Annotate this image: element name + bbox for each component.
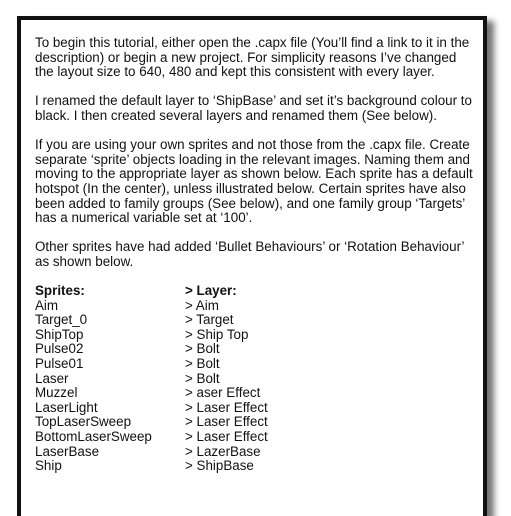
sprite-name: Laser [35, 370, 69, 386]
layer-name: > ShipBase [185, 458, 254, 474]
sprite-name: Aim [35, 297, 59, 313]
sprite-name: Pulse01 [35, 356, 84, 372]
sprite-name: LaserLight [35, 399, 98, 415]
sprite-name: LaserBase [35, 443, 100, 459]
layer-name: > Laser Effect [185, 429, 268, 445]
layer-name: > Bolt [185, 370, 220, 386]
sprite-name: TopLaserSweep [35, 414, 132, 430]
sprite-layer-table [35, 284, 477, 474]
sprite-name: Muzzel [35, 385, 78, 401]
sprite-name: BottomLaserSweep [35, 429, 152, 445]
sprites-header: Sprites: [35, 283, 85, 299]
sprite-name: ShipTop [35, 326, 84, 342]
sprites-paragraph: If you are using your own sprites and not those from the .capx file. Create separate ‘sprite’ objects loading in the relevant images. Naming them and moving to the appropriate layer as shown below. Each sprite has a default hotspot (In the center), unless illustrated below. Certain sprites have also been added to family groups (See below), and one family group ‘Targets’ has a numerical variable set at ‘100’. [35, 137, 473, 226]
document-content [35, 36, 477, 474]
behaviours-paragraph: Other sprites have had added ‘Bullet Behaviours’ or ‘Rotation Behaviour’ as shown below. [35, 239, 464, 269]
layer-name: > LazerBase [185, 443, 261, 459]
layer-name: > aser Effect [185, 385, 261, 401]
sprite-name: Pulse02 [35, 341, 84, 357]
layer-header: > Layer: [185, 283, 237, 299]
layer-name: > Target [185, 312, 234, 328]
intro-paragraph: To begin this tutorial, either open the .capx file (You’ll find a link to it in the description) or begin a new project. For simplicity reasons I’ve changed the layout size to 640, 480 and kept this consistent with every layer. [35, 35, 470, 80]
layer-name: > Laser Effect [185, 399, 268, 415]
document-page [17, 16, 487, 516]
layer-name: > Bolt [185, 356, 220, 372]
layer-name: > Ship Top [185, 326, 249, 342]
layer-paragraph: I renamed the default layer to ‘ShipBase’ and set it’s background colour to black. I then created several layers and renamed them (See below). [35, 93, 472, 123]
sprite-name: Target_0 [35, 312, 88, 328]
layer-name: > Laser Effect [185, 414, 268, 430]
layer-name: > Bolt [185, 341, 220, 357]
sprite-name: Ship [35, 458, 62, 474]
layer-name: > Aim [185, 297, 219, 313]
